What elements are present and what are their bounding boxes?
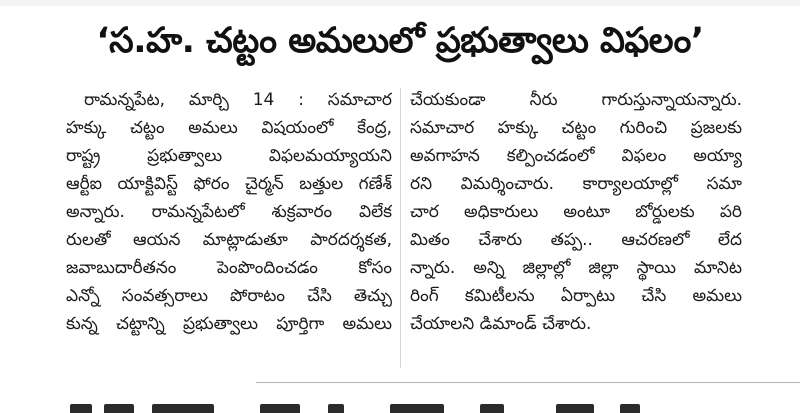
next-article-cut-off-headline [60,398,800,413]
body-line: మితం చేశారు తప్ప.. ఆచరణలో లేద [410,230,742,250]
body-line: రాష్ట్ర ప్రభుత్వాలు విఫలమయ్యాయని [66,146,392,166]
body-line: అన్నారు. రామన్నపేటలో శుక్రవారం విలేక [66,202,392,222]
body-line: రామన్నపేట, మార్చి 14 : సమాచార [84,90,392,110]
cut-off-glyph [620,404,640,413]
article-column-right [410,86,742,374]
cut-off-glyph [70,404,92,413]
body-line: ఎన్నో సంవత్సరాలు పోరాటం చేసి తెచ్చు [66,286,392,306]
body-line: సమాచార హక్కు చట్టం గురించి ప్రజలకు [410,118,742,138]
body-line: హక్కు చట్టం అమలు విషయంలో కేంద్ర, [66,118,392,138]
body-line: న్నారు. అన్ని జిల్లాల్లో జిల్లా స్థాయి మానిట [410,258,742,278]
cut-off-glyph [152,404,214,413]
column-divider [400,88,401,368]
cut-off-glyph [328,404,344,413]
body-line: కున్న చట్టాన్ని ప్రభుత్వాలు పూర్తిగా అమలు [66,314,392,334]
body-line: చేయకుండా నీరు గారుస్తున్నాయన్నారు. [410,90,742,110]
cut-off-glyph [556,404,594,413]
body-line: రులతో ఆయన మాట్లాడుతూ పారదర్శకత, [66,230,392,250]
body-line: చార అధికారులు అంటూ బోర్డులకు పరి [410,202,742,222]
body-line: రని విమర్శించారు. కార్యాలయాల్లో సమా [410,174,742,194]
cut-off-glyph [390,404,444,413]
clipping-top-edge [0,0,800,6]
article-headline: ‘స.హ. చట్టం అమలులో ప్రభుత్వాలు విఫలం’ [96,21,704,61]
cut-off-glyph [104,404,134,413]
article-bottom-rule [256,382,800,383]
cut-off-glyph [260,404,300,413]
body-line: జవాబుదారీతనం పెంపొందించడం కోసం [66,258,392,278]
body-line: చేయాలని డిమాండ్ చేశారు. [410,314,592,334]
cut-off-glyph [480,404,504,413]
body-line: రింగ్ కమిటీలను ఏర్పాటు చేసి అమలు [410,286,742,306]
body-line: ఆర్టీఐ యాక్టివిస్ట్ ఫోరం చైర్మన్ బత్తుల గణేశ్ [66,174,392,194]
body-line: అవగాహన కల్పించడంలో విఫలం అయ్యా [410,146,742,166]
article-column-left [66,86,392,374]
